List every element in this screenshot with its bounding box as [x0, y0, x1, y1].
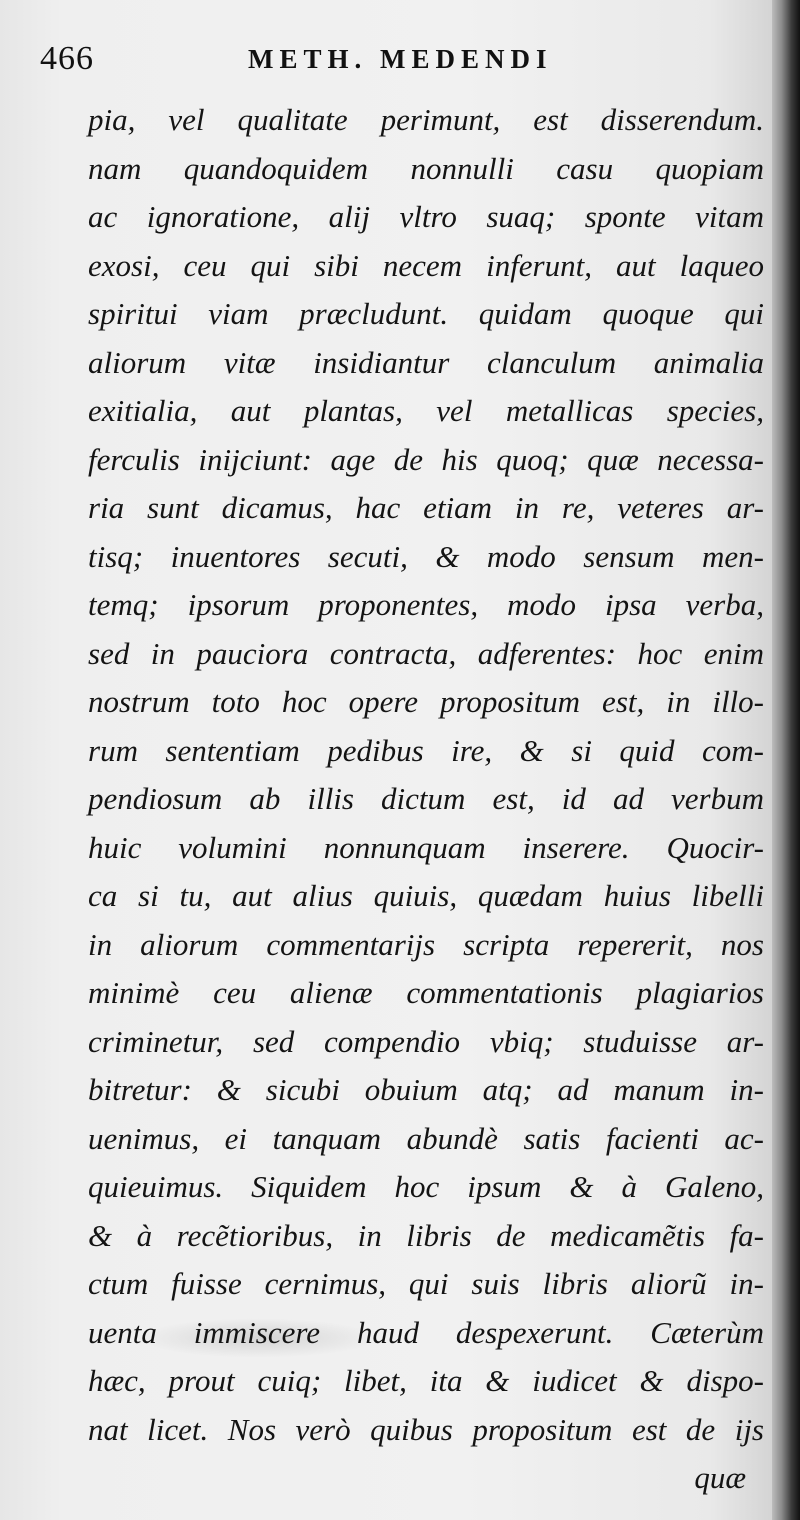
page-edge-shadow — [772, 0, 800, 1520]
page-header — [40, 40, 760, 84]
running-head: METH. MEDENDI — [248, 44, 553, 74]
text-line: huic volumini nonnunquam inserere. Quocir- — [88, 829, 764, 865]
text-line: exitialia, aut plantas, vel metallicas species, — [88, 393, 764, 428]
text-line: in aliorum commentarijs scripta repererit, nos — [88, 926, 764, 962]
text-line: uenta immiscere haud despexerunt. Cæterùm — [88, 1314, 764, 1350]
text-line: ferculis inijciunt: age de his quoq; quæ necessa- — [88, 441, 764, 477]
text-line: rum sententiam pedibus ire, & si quid com- — [88, 732, 764, 768]
text-line: ctum fuisse cernimus, qui suis libris aliorũ in- — [88, 1266, 764, 1301]
text-line: temq; ipsorum proponentes, modo ipsa verba, — [88, 587, 764, 622]
body-text — [88, 96, 764, 1503]
page-number: 466 — [40, 40, 94, 77]
text-line: hæc, prout cuiq; libet, ita & iudicet & dispo- — [88, 1363, 764, 1398]
text-line: ac ignoratione, alij vltro suaq; sponte vitam — [88, 199, 764, 234]
text-line: sed in pauciora contracta, adferentes: hoc enim — [88, 635, 764, 671]
text-line: ca si tu, aut alius quiuis, quædam huius libelli — [88, 878, 764, 913]
text-line: nat licet. Nos verò quibus propositum est de ijs — [88, 1411, 764, 1447]
text-line: spiritui viam præcludunt. quidam quoque qui — [88, 296, 764, 331]
text-line: bitretur: & sicubi obuium atq; ad manum in- — [88, 1072, 764, 1107]
text-line: criminetur, sed compendio vbiq; studuisse ar- — [88, 1023, 764, 1059]
text-line: & à recẽtioribus, in libris de medicamẽtis fa- — [88, 1217, 764, 1253]
text-line: minimè ceu alienæ commentationis plagiarios — [88, 975, 764, 1010]
text-line: aliorum vitæ insidiantur clanculum animalia — [88, 344, 764, 380]
text-line: uenimus, ei tanquam abundè satis facienti ac- — [88, 1120, 764, 1156]
text-line: nostrum toto hoc opere propositum est, in illo- — [88, 684, 764, 719]
text-line: tisq; inuentores secuti, & modo sensum men- — [88, 538, 764, 574]
catchword: quæ — [694, 1460, 746, 1495]
text-line: ria sunt dicamus, hac etiam in re, veteres ar- — [88, 490, 764, 525]
text-line: exosi, ceu qui sibi necem inferunt, aut laqueo — [88, 247, 764, 283]
text-line: quieuimus. Siquidem hoc ipsum & à Galeno, — [88, 1169, 764, 1204]
text-line: pia, vel qualitate perimunt, est disserendum. — [88, 102, 764, 137]
text-line: pendiosum ab illis dictum est, id ad verbum — [88, 781, 764, 816]
text-line: nam quandoquidem nonnulli casu quopiam — [88, 150, 764, 186]
